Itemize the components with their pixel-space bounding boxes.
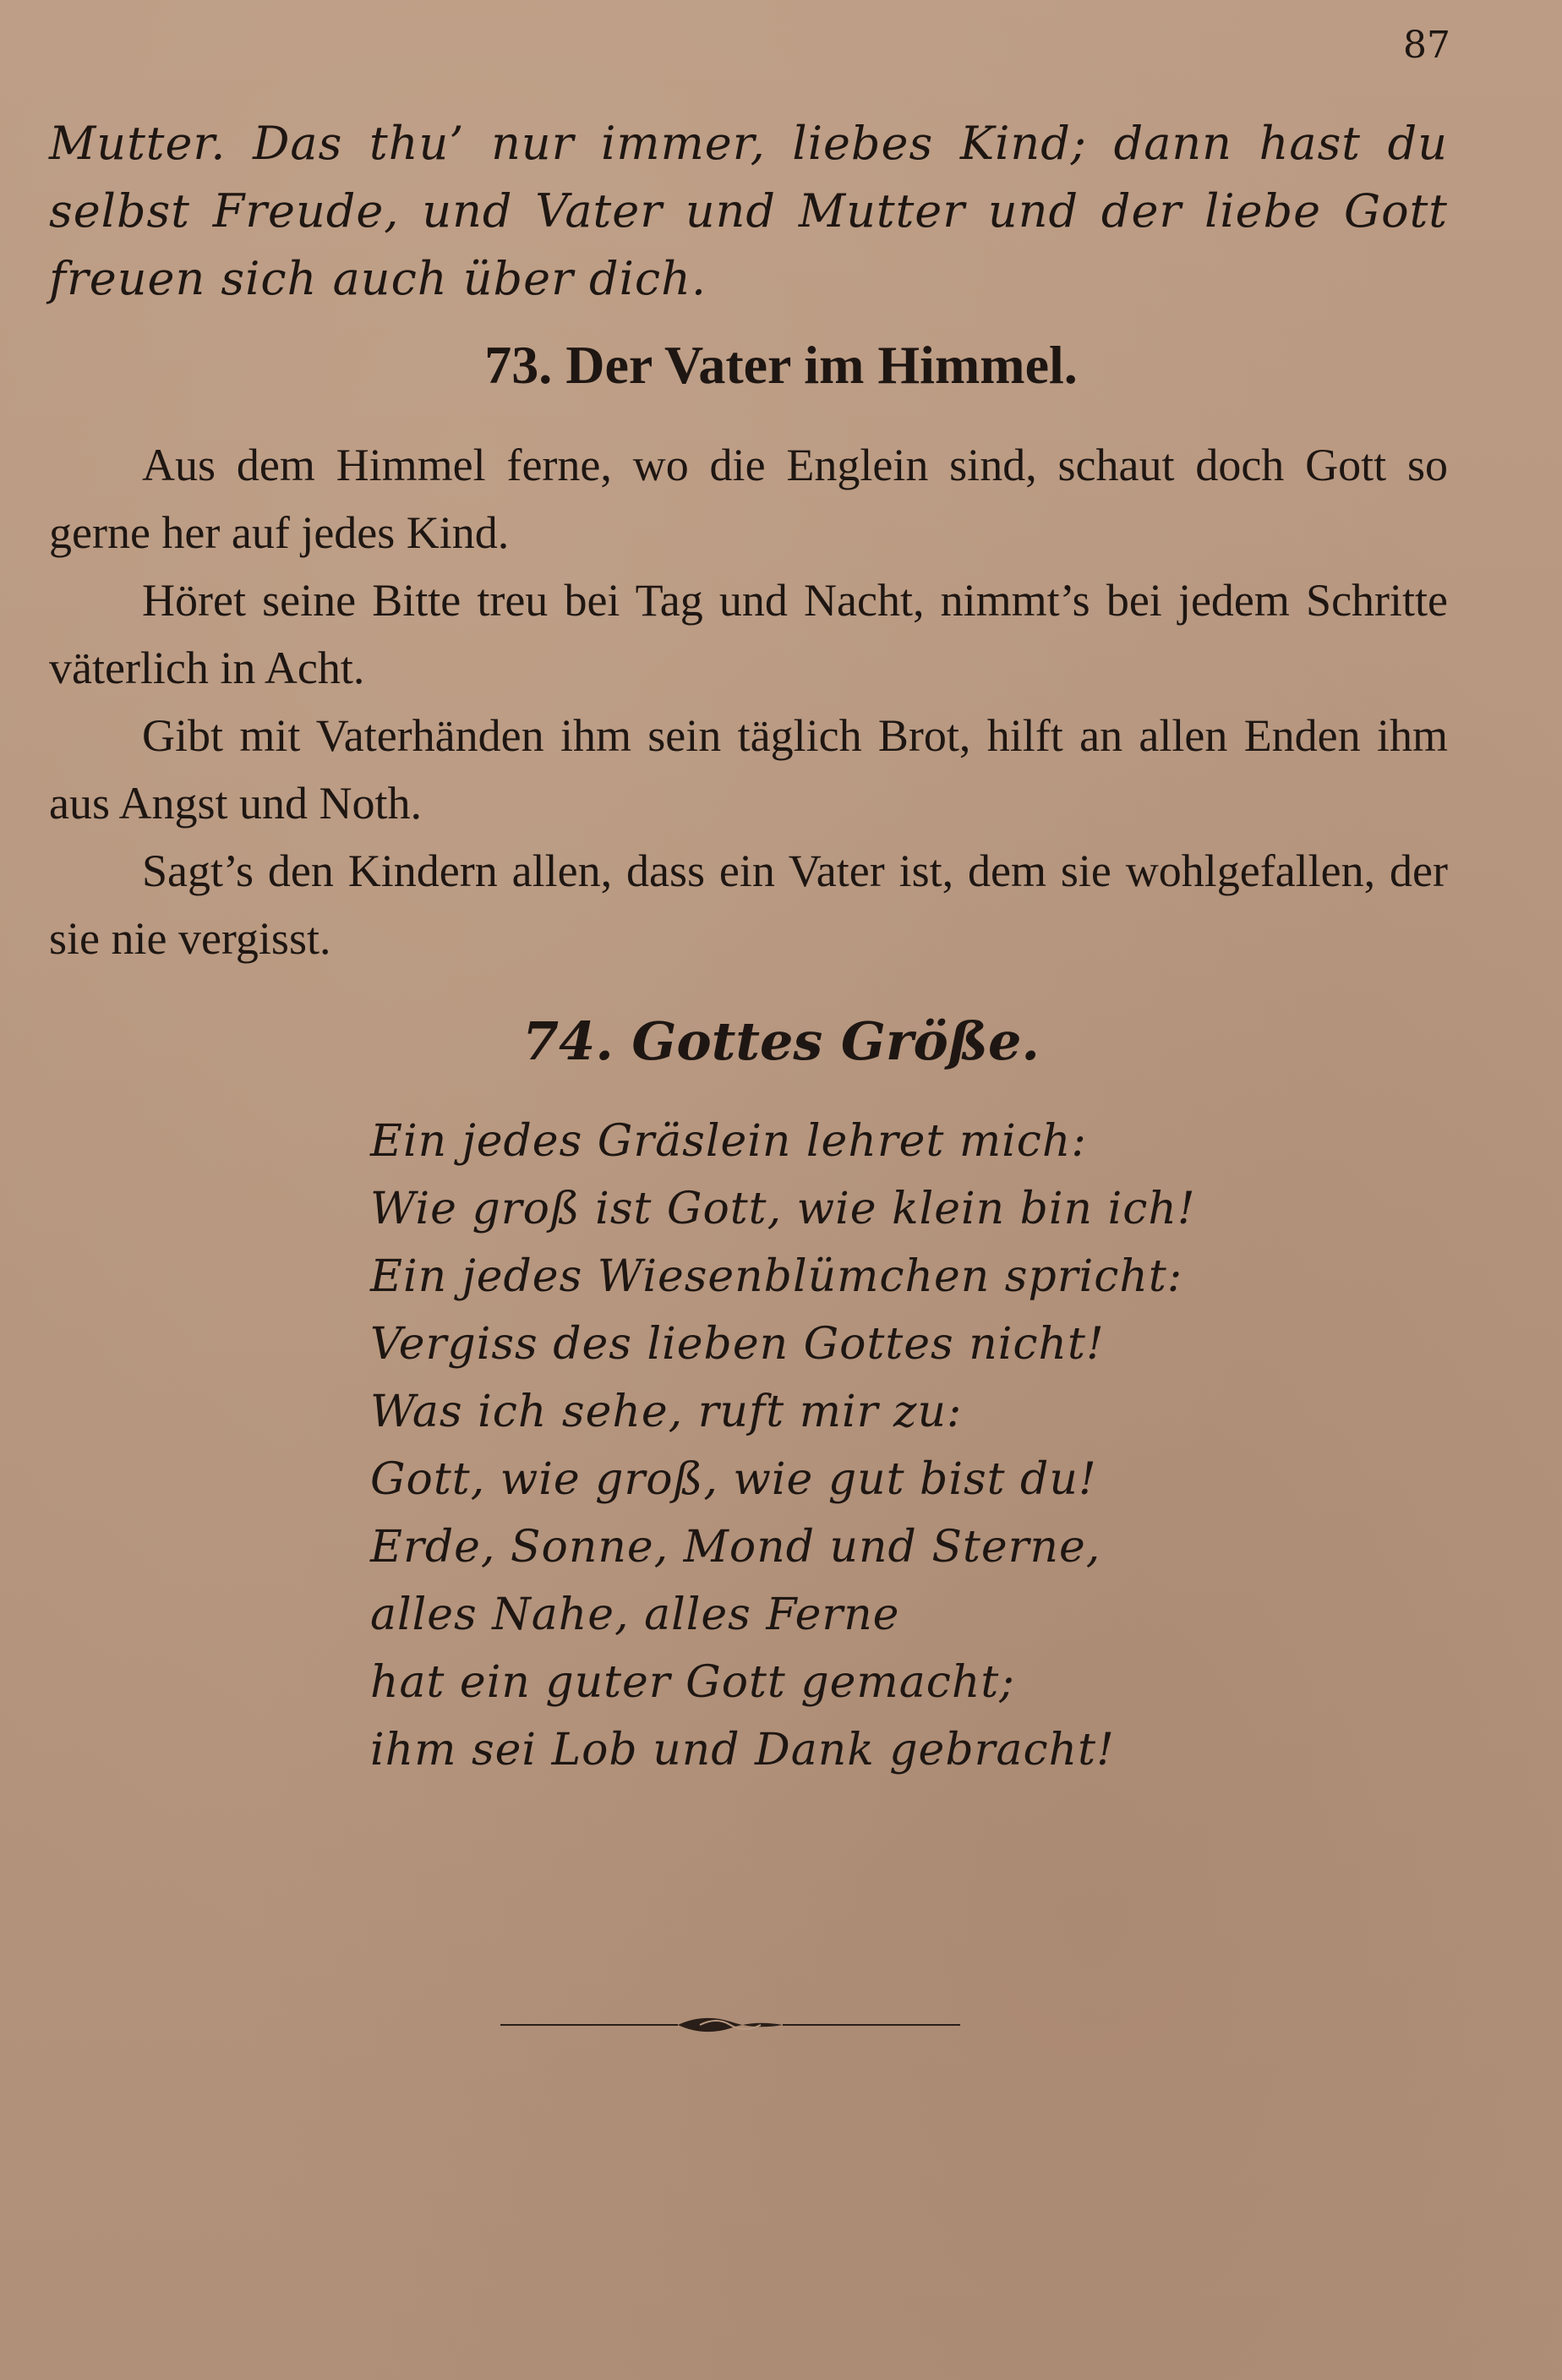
intro-paragraph: Mutter. Das thu’ nur immer, liebes Kind; dann hast du selbst Freude, und Vater und Mutter und der liebe Gott freuen sich auch über dich. bbox=[49, 117, 1448, 305]
poem-line: ihm sei Lob und Dank gebracht! bbox=[370, 1725, 1115, 1775]
section-73-heading: 73. Der Vater im Himmel. bbox=[484, 335, 1078, 395]
poem-line: Gott, wie groß, wie gut bist du! bbox=[370, 1454, 1097, 1505]
section-73-paragraph-1: Aus dem Himmel ferne, wo die Englein sind, schaut doch Gott so gerne her auf jedes Kind. bbox=[49, 440, 1448, 558]
poem-line: hat ein guter Gott gemacht; bbox=[370, 1657, 1015, 1708]
poem-line: Was ich sehe, ruft mir zu: bbox=[370, 1387, 963, 1437]
section-73-paragraph-4: Sagt’s den Kindern allen, dass ein Vater ist, dem sie wohlgefallen, der sie nie vergisst. bbox=[49, 845, 1448, 964]
page-number: 87 bbox=[1403, 24, 1450, 67]
end-ornament-icon bbox=[500, 2008, 960, 2042]
section-73-paragraph-3: Gibt mit Vaterhänden ihm sein täglich Brot, hilft an allen Enden ihm aus Angst und Noth. bbox=[49, 710, 1448, 829]
section-74-heading: 74. Gottes Größe. bbox=[522, 1010, 1040, 1072]
poem-line: Erde, Sonne, Mond und Sterne, bbox=[370, 1522, 1101, 1573]
poem-line: alles Nahe, alles Ferne bbox=[370, 1589, 900, 1640]
poem-line: Vergiss des lieben Gottes nicht! bbox=[370, 1319, 1105, 1370]
poem-line: Ein jedes Gräslein lehret mich: bbox=[370, 1116, 1087, 1167]
section-73-paragraph-2: Höret seine Bitte treu bei Tag und Nacht, nimmt’s bei jedem Schritte väterlich in Acht. bbox=[49, 575, 1448, 693]
poem-line: Ein jedes Wiesenblümchen spricht: bbox=[370, 1251, 1183, 1302]
poem bbox=[370, 1108, 1196, 1784]
poem-line: Wie groß ist Gott, wie klein bin ich! bbox=[370, 1184, 1196, 1234]
